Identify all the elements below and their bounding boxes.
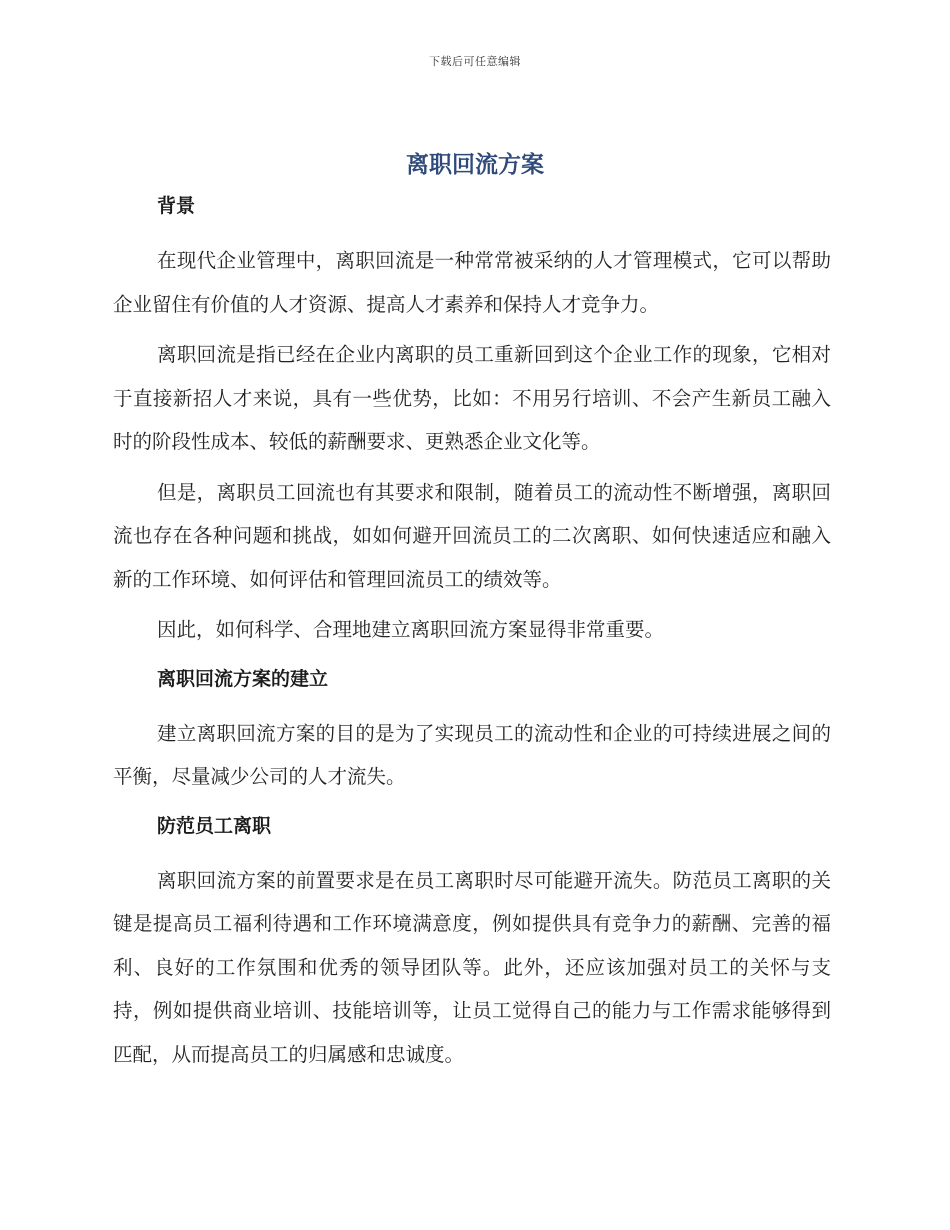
- document-title: 离职回流方案: [406, 152, 544, 178]
- section-heading-plan-setup: 离职回流方案的建立: [157, 667, 329, 690]
- section-heading-prevent-turnover: 防范员工离职: [157, 814, 272, 837]
- paragraph: 但是，离职员工回流也有其要求和限制，随着员工的流动性不断增强，离职回流也存在各种问题和挑战，如如何避开回流员工的二次离职、如何快速适应和融入新的工作环境、如何评估和管理回流员工的绩效等。: [113, 480, 831, 591]
- header-note: 下载后可任意编辑: [429, 55, 521, 68]
- section-heading-background: 背景: [157, 195, 196, 217]
- document-body: [113, 188, 831, 1076]
- paragraph: 因此，如何科学、合理地建立离职回流方案显得非常重要。: [157, 618, 665, 641]
- paragraph: 建立离职回流方案的目的是为了实现员工的流动性和企业的可持续进展之间的平衡，尽量减少公司的人才流失。: [113, 721, 831, 788]
- paragraph: 离职回流方案的前置要求是在员工离职时尽可能避开流失。防范员工离职的关键是提高员工福利待遇和工作环境满意度，例如提供具有竞争力的薪酬、完善的福利、良好的工作氛围和优秀的领导团队等。此外，还应该加强对员工的关怀与支持，例如提供商业培训、技能培训等，让员工觉得自己的能力与工作需求能够得到匹配，从而提高员工的归属感和忠诚度。: [113, 868, 831, 1066]
- paragraph: 离职回流是指已经在企业内离职的员工重新回到这个企业工作的现象，它相对于直接新招人才来说，具有一些优势，比如：不用另行培训、不会产生新员工融入时的阶段性成本、较低的薪酬要求、更熟悉企业文化等。: [113, 343, 831, 453]
- paragraph: 在现代企业管理中，离职回流是一种常常被采纳的人才管理模式，它可以帮助企业留住有价值的人才资源、提高人才素养和保持人才竞争力。: [113, 249, 831, 316]
